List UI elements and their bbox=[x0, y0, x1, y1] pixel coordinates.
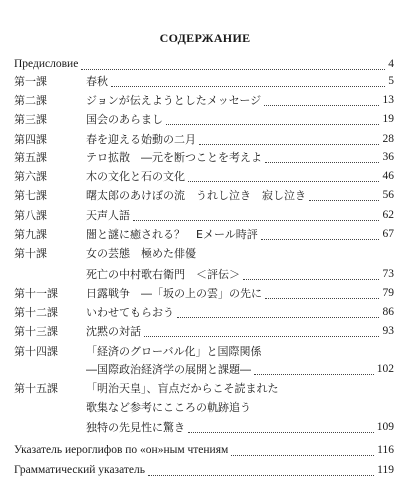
dot-leader bbox=[166, 123, 379, 125]
toc-entry-label: 第一課 bbox=[14, 75, 47, 88]
toc-entry[interactable] bbox=[14, 418, 394, 437]
dot-leader bbox=[254, 373, 374, 375]
toc-entry[interactable] bbox=[14, 322, 394, 341]
toc-entry[interactable] bbox=[14, 91, 394, 110]
toc-entry-label: 第四課 bbox=[14, 133, 47, 146]
toc-entry-label: 第十課 bbox=[14, 247, 47, 260]
toc-entry[interactable] bbox=[14, 398, 394, 417]
toc-page-number: 67 bbox=[382, 228, 394, 240]
toc-entry[interactable] bbox=[14, 441, 394, 460]
toc-entry[interactable] bbox=[14, 72, 394, 91]
dot-leader bbox=[177, 316, 379, 318]
toc-entry-title: 沈黙の対話 bbox=[86, 325, 141, 338]
toc-entry-label: 第十三課 bbox=[14, 325, 58, 338]
toc-page-number: 13 bbox=[382, 94, 394, 106]
toc-entry-title: テロ拡散 ―元を断つことを考えよ bbox=[86, 151, 262, 164]
toc-entry-label: 第三課 bbox=[14, 113, 47, 126]
toc-entry[interactable] bbox=[14, 206, 394, 225]
toc-entry-title: 国会のあらまし bbox=[86, 113, 163, 126]
toc-entry[interactable] bbox=[14, 225, 394, 244]
dot-leader bbox=[265, 161, 379, 163]
toc-entry-label: Предисловие bbox=[14, 58, 79, 70]
toc-entry-title: いわせてもらおう bbox=[86, 306, 174, 319]
toc-entry-title: 春秋 bbox=[86, 75, 108, 88]
toc-entry[interactable] bbox=[14, 461, 394, 480]
toc-entry[interactable] bbox=[14, 244, 394, 263]
toc-entry-title: 春を迎える始動の二月 bbox=[86, 133, 196, 146]
toc-entry-label: 第十二課 bbox=[14, 306, 58, 319]
toc-entry-label: Указатель иероглифов по «он»ным чтениям bbox=[14, 444, 229, 456]
toc-entry-title: 歌集など参考にこころの軌跡追う bbox=[86, 401, 251, 414]
toc-entry[interactable] bbox=[14, 110, 394, 129]
dot-leader bbox=[111, 85, 385, 87]
toc-entry-label: 第十一課 bbox=[14, 287, 58, 300]
toc-page-number: 36 bbox=[382, 151, 394, 163]
dot-leader bbox=[309, 199, 379, 201]
toc-entry-title: 女の芸態 極めた俳優 bbox=[86, 247, 196, 260]
toc-entry-label: 第五課 bbox=[14, 151, 47, 164]
dot-leader bbox=[148, 474, 374, 476]
toc-entry[interactable] bbox=[14, 379, 394, 398]
dot-leader bbox=[261, 238, 379, 240]
dot-leader bbox=[264, 104, 379, 106]
toc-entry[interactable] bbox=[14, 167, 394, 186]
toc-entry[interactable] bbox=[14, 186, 394, 205]
toc-entry-label: 第八課 bbox=[14, 209, 47, 222]
toc-page-number: 4 bbox=[388, 58, 394, 70]
toc-page-number: 79 bbox=[382, 287, 394, 299]
page-title: СОДЕРЖАНИЕ bbox=[159, 31, 251, 45]
toc-entry-title: 日露戦争 ―「坂の上の雲」の先に bbox=[86, 287, 262, 300]
toc-entry-title: 木の文化と石の文化 bbox=[86, 170, 185, 183]
toc-entry[interactable] bbox=[14, 303, 394, 322]
toc-page-number: 116 bbox=[377, 444, 394, 456]
toc-entry-title: 「明治天皇」、盲点だからこそ読まれた bbox=[86, 382, 279, 395]
dot-leader bbox=[188, 431, 374, 433]
toc-entry-label: Грамматический указатель bbox=[14, 464, 146, 476]
toc-entry[interactable] bbox=[14, 130, 394, 149]
toc-entry-title: 闇と謎に癒される？ Eメール時評 bbox=[86, 228, 258, 241]
toc-entry[interactable] bbox=[14, 342, 394, 361]
dot-leader bbox=[265, 297, 379, 299]
toc-entry-title: ―国際政治経済学の展開と課題― bbox=[86, 363, 251, 376]
toc-entry-label: 第十五課 bbox=[14, 382, 58, 395]
toc-entry[interactable] bbox=[14, 360, 394, 379]
toc-entry-title: 曙太郎のあけぼの流 うれし泣き 寂し泣き bbox=[86, 189, 306, 202]
toc-page-number: 46 bbox=[382, 170, 394, 182]
toc-entry-title: 独特の先見性に驚き bbox=[86, 421, 185, 434]
toc-entry-title: 天声人語 bbox=[86, 209, 130, 222]
toc-page-number: 109 bbox=[376, 421, 394, 433]
toc-page-number: 73 bbox=[382, 268, 394, 280]
toc-page-number: 28 bbox=[382, 133, 394, 145]
dot-leader bbox=[199, 143, 379, 145]
dot-leader bbox=[144, 335, 379, 337]
dot-leader bbox=[81, 68, 385, 70]
toc-entry[interactable] bbox=[14, 284, 394, 303]
toc-page-number: 62 bbox=[382, 209, 394, 221]
toc-page-number: 102 bbox=[376, 363, 394, 375]
toc-page-number: 119 bbox=[377, 464, 394, 476]
toc-page-number: 5 bbox=[388, 75, 394, 87]
toc-entry[interactable] bbox=[14, 265, 394, 284]
toc-entry-label: 第十四課 bbox=[14, 345, 58, 358]
toc-page-number: 19 bbox=[382, 113, 394, 125]
dot-leader bbox=[231, 454, 374, 456]
toc-entry[interactable] bbox=[14, 148, 394, 167]
dot-leader bbox=[243, 278, 379, 280]
toc-entry-label: 第二課 bbox=[14, 94, 47, 107]
dot-leader bbox=[188, 180, 379, 182]
toc-page-number: 56 bbox=[382, 189, 394, 201]
toc-entry-title: ジョンが伝えようとしたメッセージ bbox=[86, 94, 262, 107]
toc-page-number: 86 bbox=[382, 306, 394, 318]
toc-page-number: 93 bbox=[382, 325, 394, 337]
toc-entry-label: 第九課 bbox=[14, 228, 47, 241]
dot-leader bbox=[133, 219, 379, 221]
toc-entry-label: 第六課 bbox=[14, 170, 47, 183]
toc-entry-title: 「経済のグローバル化」と国際関係 bbox=[86, 345, 262, 358]
toc-entry-label: 第七課 bbox=[14, 189, 47, 202]
toc-entry-title: 死亡の中村歌右衛門 ＜評伝＞ bbox=[86, 268, 240, 281]
